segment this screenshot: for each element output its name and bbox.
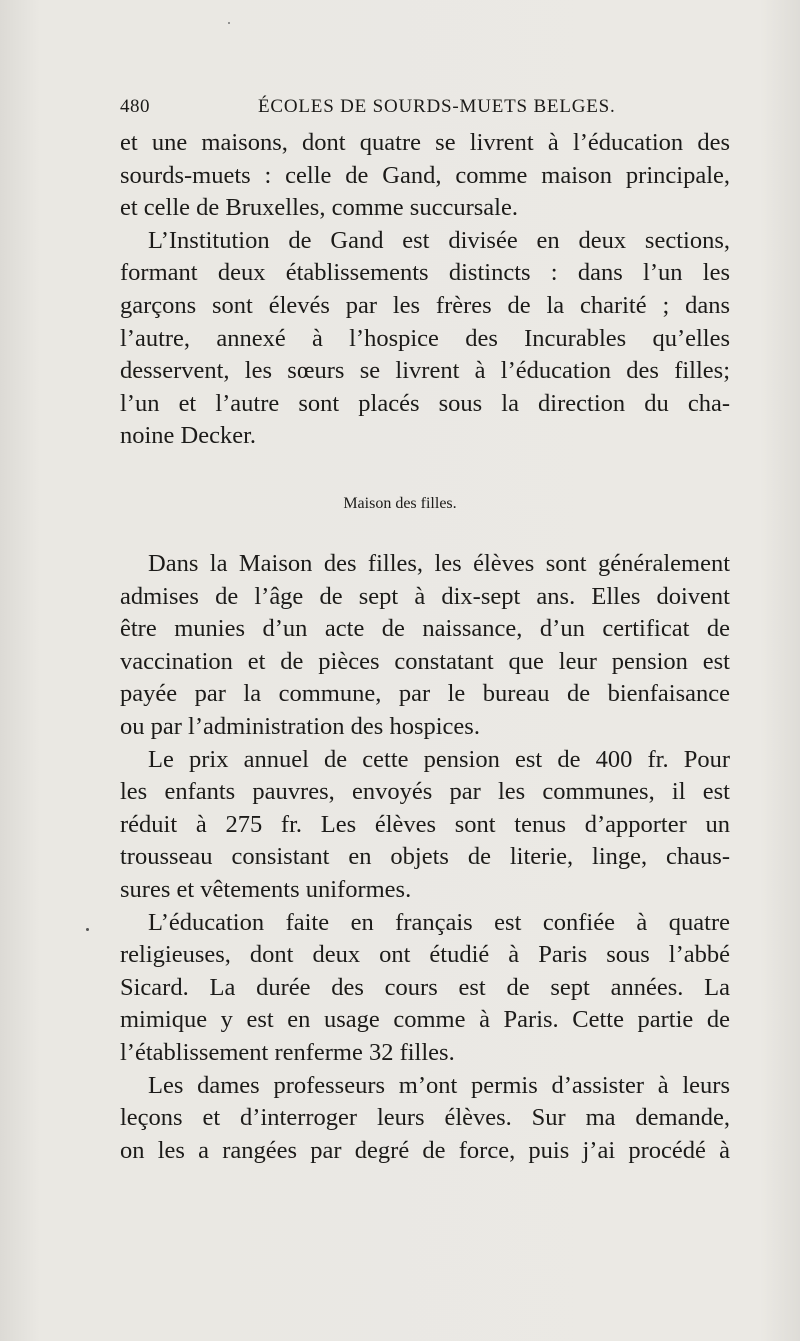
text-line: Le prix annuel de cette pension est de 400 fr. Pour <box>148 745 730 773</box>
text-block-lower <box>120 548 730 1167</box>
text-line: formant deux établissements distincts : dans l’un les <box>120 259 730 287</box>
text-line: L’Institution de Gand est divisée en deux sections, <box>148 226 730 254</box>
text-line: l’autre, annexé à l’hospice des Incurables qu’elles <box>120 324 730 352</box>
paragraph-2 <box>120 225 730 453</box>
text-line: l’un et l’autre sont placés sous la direction du cha- <box>120 389 730 417</box>
text-line: Dans la Maison des filles, les élèves sont généralement <box>148 550 730 577</box>
text-line: payée par la commune, par le bureau de bienfaisance <box>120 680 730 708</box>
text-line: ou par l’administration des hospices. <box>120 712 480 740</box>
text-line: garçons sont élevés par les frères de la charité ; dans <box>120 291 730 319</box>
paragraph-4 <box>120 744 730 907</box>
text-line: être munies d’un acte de naissance, d’un certificat de <box>120 615 730 643</box>
text-block-upper <box>120 127 730 453</box>
paper-speck <box>228 22 230 24</box>
paper-speck <box>86 928 89 931</box>
paragraph-5 <box>120 907 730 1070</box>
text-line: les enfants pauvres, envoyés par les communes, il est <box>120 778 730 806</box>
text-line: trousseau consistant en objets de literie, linge, chaus- <box>120 843 730 871</box>
text-line: et une maisons, dont quatre se livrent à l’éducation des <box>120 129 730 156</box>
text-line: l’établissement renferme 32 filles. <box>120 1038 455 1066</box>
text-line: on les a rangées par degré de force, puis j’ai procédé à <box>120 1136 730 1164</box>
text-line: religieuses, dont deux ont étudié à Paris sous l’abbé <box>120 941 730 969</box>
text-line: réduit à 275 fr. Les élèves sont tenus d’apporter un <box>120 810 730 838</box>
page-header <box>120 96 730 126</box>
text-line: Les dames professeurs m’ont permis d’assister à leurs <box>148 1071 730 1099</box>
text-line: sures et vêtements uniformes. <box>120 875 412 903</box>
text-line: et celle de Bruxelles, comme succursale. <box>120 194 518 222</box>
text-line: sourds-muets : celle de Gand, comme maison principale, <box>120 161 730 189</box>
text-line: L’éducation faite en français est confiée à quatre <box>148 908 730 936</box>
text-line: vaccination et de pièces constatant que leur pension est <box>120 647 730 675</box>
text-line: Sicard. La durée des cours est de sept années. La <box>120 973 730 1001</box>
paragraph-3 <box>120 548 730 744</box>
paragraph-1 <box>120 127 730 225</box>
paragraph-6 <box>120 1070 730 1168</box>
text-line: admises de l’âge de sept à dix-sept ans. Elles doivent <box>120 582 730 610</box>
text-line: desservent, les sœurs se livrent à l’éducation des filles; <box>120 357 730 385</box>
page-number: 480 <box>120 96 150 117</box>
section-heading: Maison des filles. <box>343 495 457 512</box>
text-line: noine Decker. <box>120 422 257 450</box>
text-line: mimique y est en usage comme à Paris. Cette partie de <box>120 1006 730 1034</box>
text-line: leçons et d’interroger leurs élèves. Sur ma demande, <box>120 1104 730 1132</box>
running-head: ÉCOLES DE SOURDS-MUETS BELGES. <box>258 96 616 117</box>
